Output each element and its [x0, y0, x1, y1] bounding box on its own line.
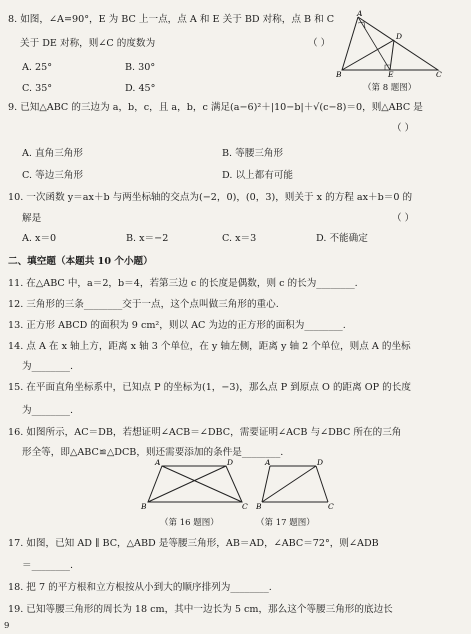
figure-17	[256, 458, 338, 510]
fig16-caption: （第 16 题图）	[160, 518, 219, 528]
q8-option-d: D. 45°	[125, 83, 156, 94]
fig8-label-e: E	[388, 70, 394, 78]
q9-answer-paren: （ ）	[392, 123, 415, 134]
q10-option-c: C. x＝3	[222, 233, 257, 244]
q10-line1: 10. 一次函数 y＝ax＋b 与两坐标轴的交点为(−2，0)，(0，3)，则关于 x 的方程 ax＋b＝0 的	[8, 192, 413, 203]
q12-text: 12. 三角形的三条________交于一点，这个点叫做三角形的重心.	[8, 299, 279, 310]
fig17-caption: （第 17 题图）	[256, 518, 315, 528]
q8-line1: 8. 如图，∠A=90°，E 为 BC 上一点，点 A 和 E 关于 BD 对称，点 B 和 C	[8, 14, 335, 25]
q19-text: 19. 已知等腰三角形的周长为 18 cm，其中一边长为 5 cm，那么这个等腰三角形的底边长	[8, 604, 393, 615]
q8-option-a: A. 25°	[22, 62, 53, 73]
fig17-label-d: D	[317, 458, 324, 467]
fig8-label-a: A	[357, 10, 363, 18]
q9-option-d: D. 以上都有可能	[222, 170, 294, 181]
fig17-label-c: C	[328, 502, 334, 510]
q10-option-a: A. x＝0	[22, 233, 57, 244]
fig8-label-d: D	[396, 32, 403, 41]
q9-option-b: B. 等腰三角形	[222, 148, 284, 159]
page-number: 9	[4, 621, 10, 631]
q8-line2: 关于 DE 对称，则∠C 的度数为	[20, 38, 156, 49]
q16-line2: 形全等，即△ABC≌△DCB，则还需要添加的条件是________.	[22, 447, 284, 458]
q8-option-c: C. 35°	[22, 83, 53, 94]
q18-text: 18. 把 7 的平方根和立方根按从小到大的顺序排列为________.	[8, 582, 272, 593]
q9-option-c: C. 等边三角形	[22, 170, 84, 181]
fig8-label-c: C	[436, 70, 442, 78]
section-2-title: 二、填空题（本题共 10 个小题）	[8, 256, 153, 267]
q10-line2: 解是	[22, 213, 42, 224]
q8-option-b: B. 30°	[125, 62, 156, 73]
q15-line2: 为________.	[22, 405, 74, 416]
figure-8	[336, 10, 446, 78]
fig16-label-a: A	[155, 458, 161, 467]
figure-16	[140, 458, 250, 510]
q10-answer-paren: （ ）	[392, 213, 415, 224]
q9-line1: 9. 已知△ABC 的三边为 a，b，c，且 a，b，c 满足(a−6)²＋|10−b|＋√(c−8)＝0，则△ABC 是	[8, 102, 423, 113]
q14-line2: 为________.	[22, 361, 74, 372]
fig8-label-b: B	[336, 70, 342, 78]
fig16-label-c: C	[242, 502, 248, 510]
q8-answer-paren: （ ）	[308, 38, 331, 49]
q16-line1: 16. 如图所示，AC＝DB，若想证明∠ACB＝∠DBC，需要证明∠ACB 与∠DBC 所在的三角	[8, 427, 402, 438]
fig17-label-b: B	[256, 502, 262, 510]
q14-line1: 14. 点 A 在 x 轴上方，距离 x 轴 3 个单位，在 y 轴左侧，距离 y 轴 2 个单位，则点 A 的坐标	[8, 341, 411, 352]
q13-text: 13. 正方形 ABCD 的面积为 9 cm²，则以 AC 为边的正方形的面积为________.	[8, 320, 346, 331]
fig8-caption: （第 8 题图）	[363, 83, 417, 93]
fig17-label-a: A	[265, 458, 271, 467]
q17-line2: ＝________.	[22, 560, 74, 571]
q9-option-a: A. 直角三角形	[22, 148, 83, 159]
fig16-label-d: D	[227, 458, 234, 467]
q15-line1: 15. 在平面直角坐标系中，已知点 P 的坐标为(1，−3)，那么点 P 到原点 O 的距离 OP 的长度	[8, 382, 411, 393]
fig16-label-b: B	[141, 502, 147, 510]
q10-option-b: B. x＝−2	[126, 233, 169, 244]
q11-text: 11. 在△ABC 中，a＝2，b＝4，若第三边 c 的长度是偶数，则 c 的长为________.	[8, 278, 358, 289]
q10-option-d: D. 不能确定	[316, 233, 368, 244]
q17-line1: 17. 如图，已知 AD ∥ BC，△ABD 是等腰三角形，AB＝AD，∠ABC＝72°，则∠ADB	[8, 538, 379, 549]
